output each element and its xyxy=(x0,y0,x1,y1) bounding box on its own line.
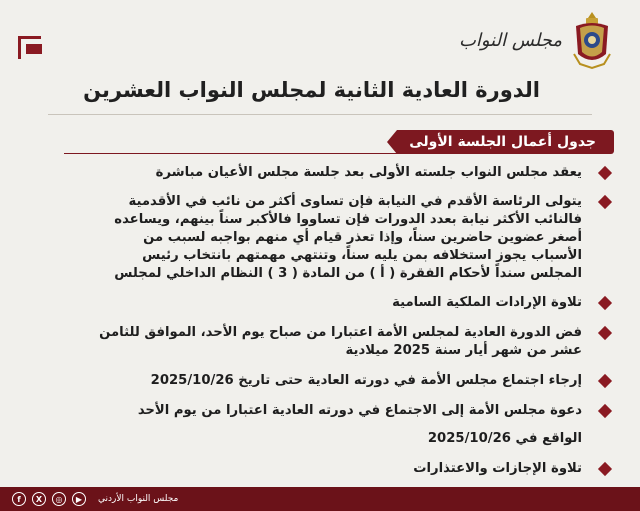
agenda-item-4 xyxy=(68,324,614,360)
diamond-bullet-icon xyxy=(598,374,612,388)
agenda-item-7-text: تلاوة الإجازات والاعتذارات xyxy=(413,461,582,476)
agenda-item-4-line-2: عشر من شهر أيار سنة 2025 ميلادية xyxy=(345,343,582,358)
instagram-icon[interactable]: ◎ xyxy=(52,492,66,506)
x-icon[interactable]: X xyxy=(32,492,46,506)
agenda-item-2-line-1: يتولى الرئاسة الأقدم في النيابة فإن تساوى أكثر من نائب في الأقدمية xyxy=(128,194,582,209)
agenda-item-5 xyxy=(68,372,614,390)
logo-wordmark: مجلس النواب xyxy=(458,29,562,51)
agenda-item-5-text: إرجاء اجتماع مجلس الأمة في دورته العادية حتى تاريخ 2025/10/26 xyxy=(150,373,582,388)
youtube-icon[interactable]: ▶ xyxy=(72,492,86,506)
diamond-bullet-icon xyxy=(598,404,612,418)
agenda-item-2-line-4: الأسباب يجوز استخلافه بمن يليه سناً، وتنتهي مهمتهم بانتخاب رئيس xyxy=(142,248,582,263)
agenda-item-2-line-2: فالنائب الأكثر نيابة بعدد الدورات فإن تساووا فالأكبر سناً بينهم، ويساعده xyxy=(114,212,582,227)
section-header: جدول أعمال الجلسة الأولى xyxy=(397,130,614,154)
facebook-icon[interactable]: f xyxy=(12,492,26,506)
diamond-bullet-icon xyxy=(598,462,612,476)
agenda-list xyxy=(68,164,614,478)
corner-bar-decoration xyxy=(26,44,42,54)
agenda-item-1-text: يعقد مجلس النواب جلسته الأولى بعد جلسة مجلس الأعيان مباشرة xyxy=(155,165,582,180)
diamond-bullet-icon xyxy=(598,166,612,180)
footer-handle: مجلس النواب الأردني xyxy=(98,494,179,504)
title-divider xyxy=(48,114,592,115)
agenda-item-6-line-1: دعوة مجلس الأمة إلى الاجتماع في دورته العادية اعتبارا من يوم الأحد xyxy=(137,403,582,418)
page-title: الدورة العادية الثانية لمجلس النواب العشرين xyxy=(83,78,540,102)
section-underline xyxy=(64,153,450,154)
logo-area xyxy=(459,8,614,72)
agenda-item-6-line-2: الواقع في 2025/10/26 xyxy=(427,431,582,446)
agenda-item-3 xyxy=(68,294,614,312)
agenda-item-3-text: تلاوة الإرادات الملكية السامية xyxy=(392,295,582,310)
agenda-item-7 xyxy=(68,460,614,478)
agenda-item-2 xyxy=(68,193,614,283)
diamond-bullet-icon xyxy=(598,326,612,340)
footer-bar xyxy=(0,487,640,511)
agenda-item-2-line-3: أصغر عضوين حاضرين سناً، وإذا تعذر قيام أي منهم بواجبه لسبب من xyxy=(143,230,582,245)
agenda-item-2-line-5: المجلس سنداً لأحكام الفقرة ( أ ) من المادة ( 3 ) النظام الداخلي لمجلس xyxy=(114,266,582,281)
diamond-bullet-icon xyxy=(598,195,612,209)
agenda-item-6 xyxy=(68,402,614,448)
agenda-item-4-line-1: فض الدورة العادية لمجلس الأمة اعتبارا من صباح يوم الأحد، الموافق للثامن xyxy=(99,325,582,340)
royal-emblem-icon xyxy=(570,10,614,70)
agenda-item-1 xyxy=(68,164,614,182)
diamond-bullet-icon xyxy=(598,296,612,310)
